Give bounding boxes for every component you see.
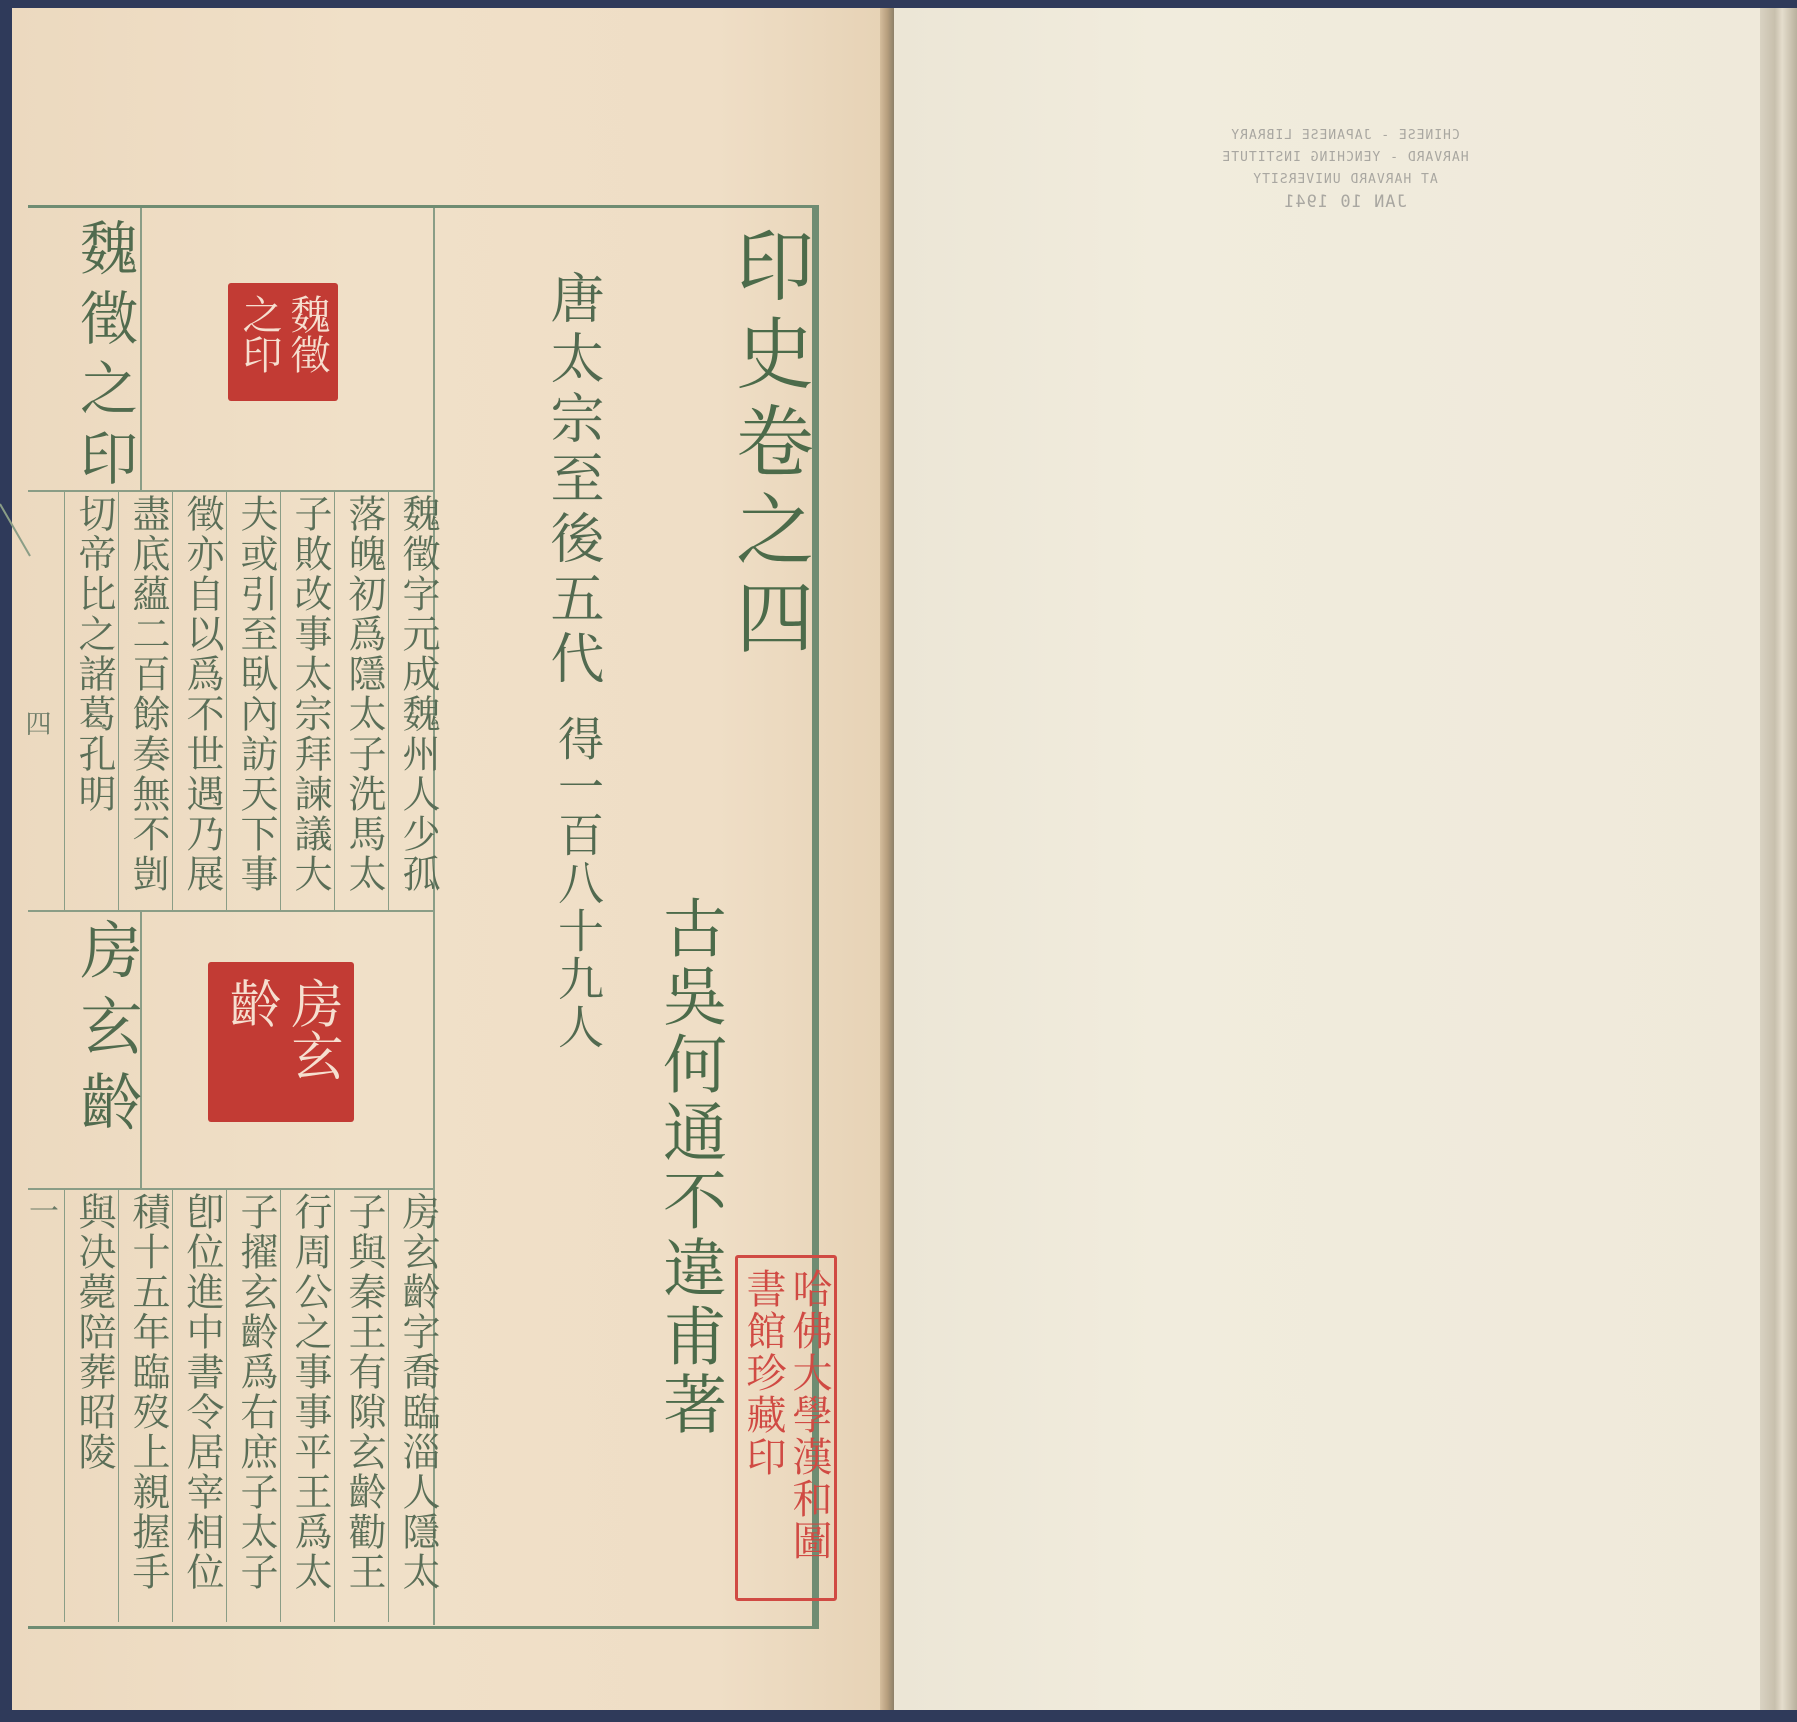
library-seal: 哈佛大學漢和圖書館珍藏印 [735, 1255, 837, 1601]
stamp-line: JAN 10 1941 [1283, 192, 1407, 212]
row-rule-2 [28, 910, 433, 912]
bio-line: 徵亦自以爲不世遇乃展 [180, 494, 224, 894]
entry-name-weizheng: 魏徵之印 [70, 218, 138, 498]
personal-seal-weizheng: 魏徵之印 [228, 283, 338, 401]
author-line: 古吳何通不違甫著 [652, 895, 726, 1439]
bio-col-rule [64, 492, 65, 910]
library-acquisition-stamp [1195, 125, 1495, 213]
page-edges [1760, 8, 1797, 1710]
stamp-line: AT HARVARD UNIVERSITY [1252, 172, 1438, 187]
stamp-line: CHINESE - JAPANESE LIBRARY [1230, 128, 1460, 143]
bio-line: 切帝比之諸葛孔明 [72, 494, 116, 814]
personal-seal-fangxuanling: 房玄齡 [208, 962, 354, 1122]
bio-line: 行周公之事事平王爲太 [288, 1192, 332, 1592]
volume-title: 印史卷之四 [723, 225, 813, 665]
entry-name-fangxuanling: 房玄齡 [70, 918, 143, 1146]
right-page [894, 8, 1774, 1710]
bio-line: 房玄齡字喬臨淄人隱太 [396, 1192, 440, 1592]
bio-col-rule [64, 1190, 65, 1622]
bio-line: 子敗改事太宗拜諫議大 [288, 494, 332, 894]
bio-line: 子與秦王有隙玄齡勸王 [342, 1192, 386, 1592]
person-count: 得一百八十九人 [551, 715, 605, 1051]
bio-line: 積十五年臨歿上親握手 [126, 1192, 170, 1592]
bio-line: 落魄初爲隱太子洗馬太 [342, 494, 386, 894]
bio-line: 魏徵字元成魏州人少孤 [396, 494, 440, 894]
period-subtitle: 唐太宗至後五代 [542, 270, 605, 690]
page-marker: 四 [21, 710, 51, 736]
bio-line: 卽位進中書令居宰相位 [180, 1192, 224, 1592]
stamp-line: HARVARD - YENCHING INSTITUTE [1221, 150, 1469, 165]
bio-line: 與决薨陪葬昭陵 [72, 1192, 116, 1472]
folio-number: 一 [23, 1195, 58, 1225]
bio-line: 子擢玄齡爲右庶子太子 [234, 1192, 278, 1592]
bio-line: 盡底蘊二百餘奏無不剴 [126, 494, 170, 894]
bio-line: 夫或引至臥內訪天下事 [234, 494, 278, 894]
row-rule-3 [28, 1188, 433, 1190]
book-fold [880, 8, 894, 1710]
